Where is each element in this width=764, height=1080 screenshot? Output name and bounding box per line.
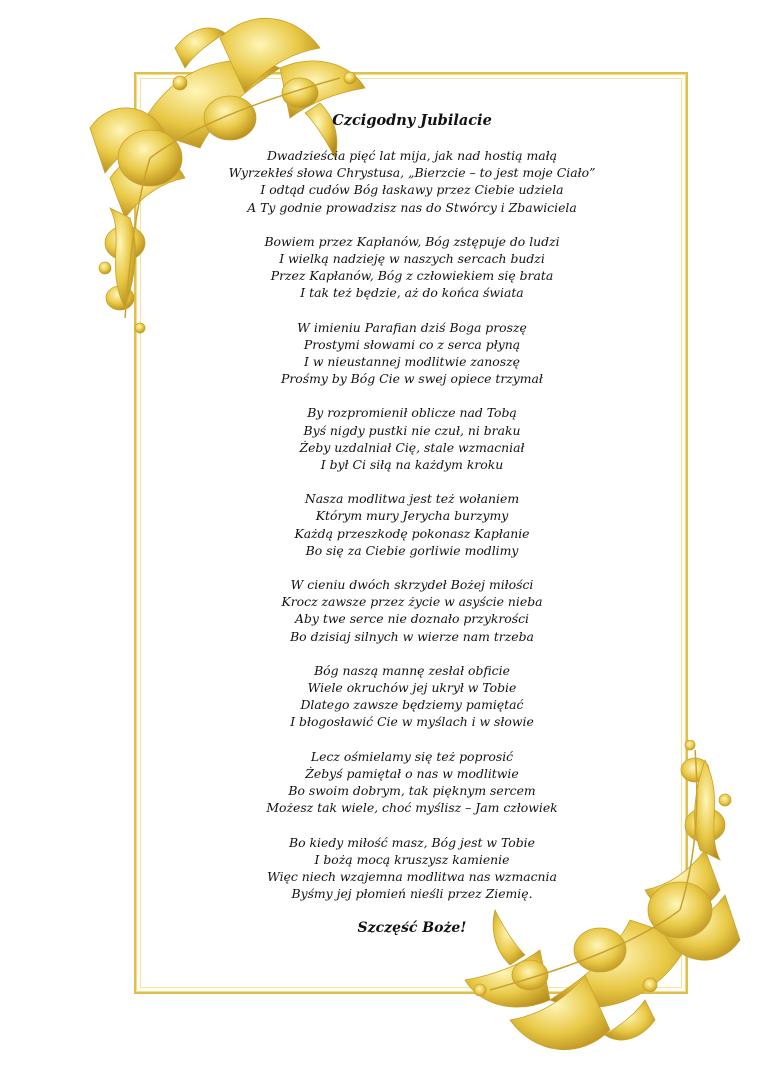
poem-line: I w nieustannej modlitwie zanoszę (304, 354, 520, 370)
poem-line: I odtąd cudów Bóg łaskawy przez Ciebie udziela (260, 182, 564, 198)
poem-line: Dwadzieścia pięć lat mija, jak nad hostią małą (267, 148, 557, 163)
poem-line: W imieniu Parafian dziś Boga proszę (297, 319, 527, 335)
stanza-9 (190, 834, 634, 903)
poem-line: Byśmy jej płomień nieśli przez Ziemię. (291, 886, 533, 902)
poem-line: Aby twe serce nie doznało przykrości (295, 611, 529, 627)
stanza-2 (190, 233, 634, 302)
closing-blessing: Szczęść Boże! (357, 920, 467, 937)
stanza-1 (190, 147, 634, 216)
poem-line: Lecz ośmielamy się też poprosić (310, 748, 514, 764)
poem-line: I tak też będzie, aż do końca świata (300, 285, 524, 301)
poem-line: Żebyś pamiętał o nas w modlitwie (305, 765, 519, 781)
poem-line: Żeby uzdalniał Cię, stale wzmacniał (299, 439, 525, 455)
stanza-6 (190, 576, 634, 645)
poem-line: I wielką nadzieję w naszych sercach budzi (279, 251, 545, 267)
poem-line: Wiele okruchów jej ukrył w Tobie (307, 680, 517, 696)
poem-line: Krocz zawsze przez życie w asyście nieba (281, 594, 543, 610)
stanza-7 (190, 662, 634, 731)
poem-title: Czcigodny Jubilacie (332, 112, 492, 129)
poem-line: Bóg naszą mannę zesłał obficie (314, 662, 510, 678)
poem-line: Wyrzekłeś słowa Chrystusa, „Bierzcie – to jest moje Ciało” (228, 165, 596, 181)
poem-line: Bo dzisiaj silnych w wierze nam trzeba (290, 628, 534, 644)
poem-line: Byś nigdy pustki nie czuł, ni braku (303, 422, 521, 438)
poem-line: Bo kiedy miłość masz, Bóg jest w Tobie (289, 834, 535, 850)
poem-line: W cieniu dwóch skrzydeł Bożej miłości (290, 577, 534, 593)
poem-line: Możesz tak wiele, choć myślisz – Jam człowiek (266, 800, 558, 816)
poem-line: I bożą mocą kruszysz kamienie (314, 851, 510, 867)
poem-line: Którym mury Jerycha burzymy (315, 508, 509, 524)
poem-line: Nasza modlitwa jest też wołaniem (304, 491, 520, 507)
poem-line: Więc niech wzajemna modlitwa nas wzmacnia (267, 868, 557, 884)
stanza-5 (190, 490, 634, 559)
poem-line: Prośmy by Bóg Cie w swej opiece trzymał (281, 371, 543, 387)
poem-line: Prostymi słowami co z serca płyną (303, 336, 521, 352)
stanza-8 (190, 748, 634, 817)
poem-line: Bo swoim dobrym, tak pięknym sercem (288, 783, 536, 799)
stanza-3 (190, 319, 634, 388)
stanza-4 (190, 404, 634, 473)
poem-line: Przez Kapłanów, Bóg z człowiekiem się brata (270, 268, 554, 284)
poem (190, 112, 634, 937)
poem-line: Dlatego zawsze będziemy pamiętać (300, 697, 524, 713)
poem-line: By rozpromienił oblicze nad Tobą (307, 405, 517, 421)
poem-line: Każdą przeszkodę pokonasz Kapłanie (294, 525, 530, 541)
poem-line: Bowiem przez Kapłanów, Bóg zstępuje do ludzi (264, 233, 560, 249)
poem-line: Bo się za Ciebie gorliwie modlimy (305, 542, 519, 558)
poem-line: I był Ci siłą na każdym kroku (320, 457, 504, 473)
poem-line: A Ty godnie prowadzisz nas do Stwórcy i Zbawiciela (247, 199, 577, 215)
poem-line: I błogosławić Cie w myślach i w słowie (290, 714, 534, 730)
